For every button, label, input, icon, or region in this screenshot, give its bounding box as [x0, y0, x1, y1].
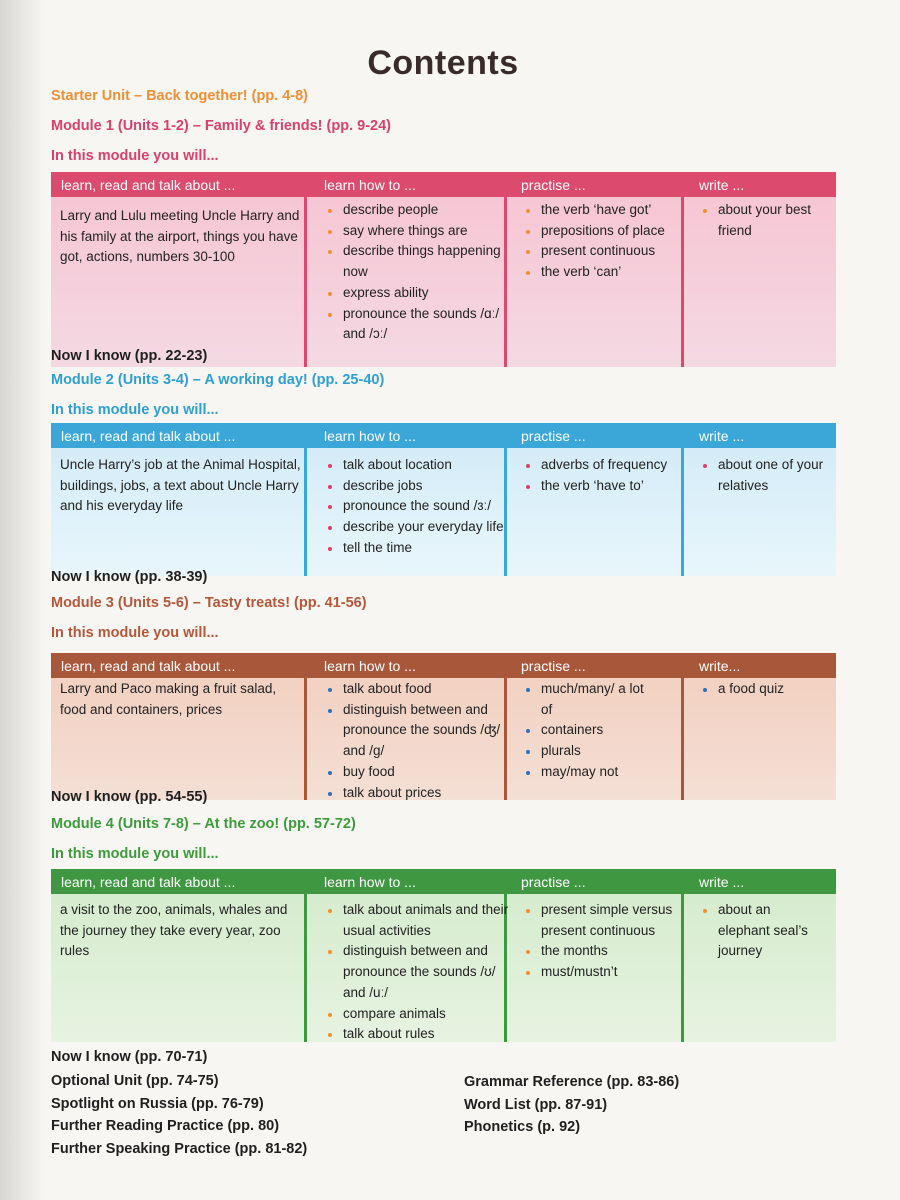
header-learn: learn, read and talk about ...: [61, 658, 236, 674]
list-item: pronounce the sounds /ɑː/ and /ɔː/: [324, 304, 520, 345]
header-how: learn how to ...: [324, 658, 416, 674]
starter-unit-link[interactable]: Starter Unit – Back together! (pp. 4-8): [51, 88, 309, 104]
header-practise: practise ...: [521, 428, 586, 444]
list-item: the verb ‘have to’: [522, 476, 682, 497]
further-speaking-link[interactable]: Further Speaking Practice (pp. 81-82): [51, 1140, 308, 1157]
list-item: containers: [522, 720, 682, 741]
list-item: much/many/ a lot of: [522, 679, 651, 720]
module-3-body: [51, 678, 836, 800]
header-learn: learn, read and talk about ...: [61, 177, 236, 193]
module-2-learn: Uncle Harry’s job at the Animal Hospital, buildings, jobs, a text about Uncle Harry and his everyday life: [60, 457, 301, 514]
module-2-how-list: [324, 455, 520, 559]
list-item: compare animals: [324, 1004, 520, 1025]
back-matter-left: [51, 1070, 307, 1160]
header-write: write ...: [699, 177, 745, 193]
book-spine-shadow: [0, 0, 46, 1200]
list-item: the verb ‘have got’: [522, 200, 682, 221]
module-1-header-row: [51, 172, 836, 197]
list-item: adverbs of frequency: [522, 455, 682, 476]
module-3-learn: Larry and Paco making a fruit salad, food and containers, prices: [60, 681, 277, 717]
module-4-learn: a visit to the zoo, animals, whales and the journey they take every year, zoo rules: [60, 902, 288, 959]
module-2-body: [51, 448, 836, 576]
module-4-practise-list: [522, 900, 682, 983]
module-2-table: [51, 423, 836, 576]
list-item: distinguish between and pronounce the sounds /ʊ/ and /uː/: [324, 941, 520, 1003]
list-item: describe people: [324, 200, 520, 221]
list-item: buy food: [324, 762, 520, 783]
module-1-learn: Larry and Lulu meeting Uncle Harry and his family at the airport, things you have got, actions, numbers 30-100: [60, 208, 300, 265]
list-item: tell the time: [324, 538, 520, 559]
module-1-title[interactable]: Module 1 (Units 1-2) – Family & friends! (pp. 9-24): [51, 118, 391, 134]
module-4-header-row: [51, 869, 836, 894]
module-4-body: [51, 894, 836, 1042]
module-3-practise-list: [522, 679, 682, 783]
list-item: present simple versus present continuous: [522, 900, 682, 941]
list-item: describe jobs: [324, 476, 520, 497]
list-item: distinguish between and pronounce the sounds /ʤ/ and /g/: [324, 700, 520, 762]
list-item: pronounce the sound /ɜː/: [324, 496, 520, 517]
header-practise: practise ...: [521, 177, 586, 193]
list-item: express ability: [324, 283, 520, 304]
module-3-header-row: [51, 653, 836, 678]
header-how: learn how to ...: [324, 177, 416, 193]
word-list-link[interactable]: Word List (pp. 87-91): [464, 1096, 608, 1113]
list-item: say where things are: [324, 221, 520, 242]
list-item: the months: [522, 941, 682, 962]
page-title: Contents: [367, 44, 519, 82]
list-item: describe things happening now: [324, 241, 520, 282]
module-1-practise-list: [522, 200, 682, 283]
module-1-body: [51, 197, 836, 367]
header-write: write...: [699, 658, 741, 674]
further-reading-link[interactable]: Further Reading Practice (pp. 80): [51, 1118, 280, 1134]
module-3-title[interactable]: Module 3 (Units 5-6) – Tasty treats! (pp. 41-56): [51, 595, 367, 611]
module-4-write-list: [699, 900, 829, 962]
list-item: plurals: [522, 741, 682, 762]
module-2-intro: In this module you will...: [51, 402, 219, 418]
module-2-title[interactable]: Module 2 (Units 3-4) – A working day! (pp. 25-40): [51, 372, 385, 388]
module-4-how-list: [324, 900, 520, 1045]
header-how: learn how to ...: [324, 428, 416, 444]
module-1-table: [51, 172, 836, 367]
module-2-practise-list: [522, 455, 682, 496]
list-item: a food quiz: [699, 679, 829, 700]
module-2-header-row: [51, 423, 836, 448]
module-1-write-list: [699, 200, 829, 241]
module-3-intro: In this module you will...: [51, 625, 219, 641]
grammar-reference-link[interactable]: Grammar Reference (pp. 83-86): [464, 1074, 680, 1090]
list-item: talk about animals and their usual activities: [324, 900, 520, 941]
list-item: about an elephant seal’s journey: [699, 900, 818, 962]
module-2-now-i-know[interactable]: Now I know (pp. 38-39): [51, 569, 208, 585]
module-4-table: [51, 869, 836, 1042]
list-item: describe your everyday life: [324, 517, 520, 538]
header-write: write ...: [699, 874, 745, 890]
list-item: talk about prices: [324, 783, 520, 804]
back-matter-right: [464, 1071, 679, 1139]
header-learn: learn, read and talk about ...: [61, 874, 236, 890]
module-3-now-i-know[interactable]: Now I know (pp. 54-55): [51, 789, 208, 805]
module-1-now-i-know[interactable]: Now I know (pp. 22-23): [51, 348, 208, 364]
module-3-how-list: [324, 679, 520, 803]
header-write: write ...: [699, 428, 745, 444]
header-learn: learn, read and talk about ...: [61, 428, 236, 444]
list-item: about your best friend: [699, 200, 829, 241]
list-item: talk about food: [324, 679, 520, 700]
list-item: talk about location: [324, 455, 520, 476]
module-1-how-list: [324, 200, 520, 345]
list-item: present continuous: [522, 241, 682, 262]
module-4-now-i-know[interactable]: Now I know (pp. 70-71): [51, 1049, 208, 1065]
module-1-intro: In this module you will...: [51, 148, 219, 164]
list-item: may/may not: [522, 762, 682, 783]
list-item: the verb ‘can’: [522, 262, 682, 283]
module-3-table: [51, 653, 836, 800]
header-practise: practise ...: [521, 874, 586, 890]
header-how: learn how to ...: [324, 874, 416, 890]
list-item: must/mustn’t: [522, 962, 682, 983]
phonetics-link[interactable]: Phonetics (p. 92): [464, 1119, 581, 1135]
spotlight-on-russia-link[interactable]: Spotlight on Russia (pp. 76-79): [51, 1095, 264, 1112]
module-3-write-list: [699, 679, 829, 700]
list-item: about one of your relatives: [699, 455, 829, 496]
list-item: talk about rules: [324, 1024, 520, 1045]
header-practise: practise ...: [521, 658, 586, 674]
optional-unit-link[interactable]: Optional Unit (pp. 74-75): [51, 1073, 219, 1089]
module-4-intro: In this module you will...: [51, 846, 219, 862]
module-4-title[interactable]: Module 4 (Units 7-8) – At the zoo! (pp. 57-72): [51, 816, 356, 832]
module-2-write-list: [699, 455, 829, 496]
list-item: prepositions of place: [522, 221, 682, 242]
